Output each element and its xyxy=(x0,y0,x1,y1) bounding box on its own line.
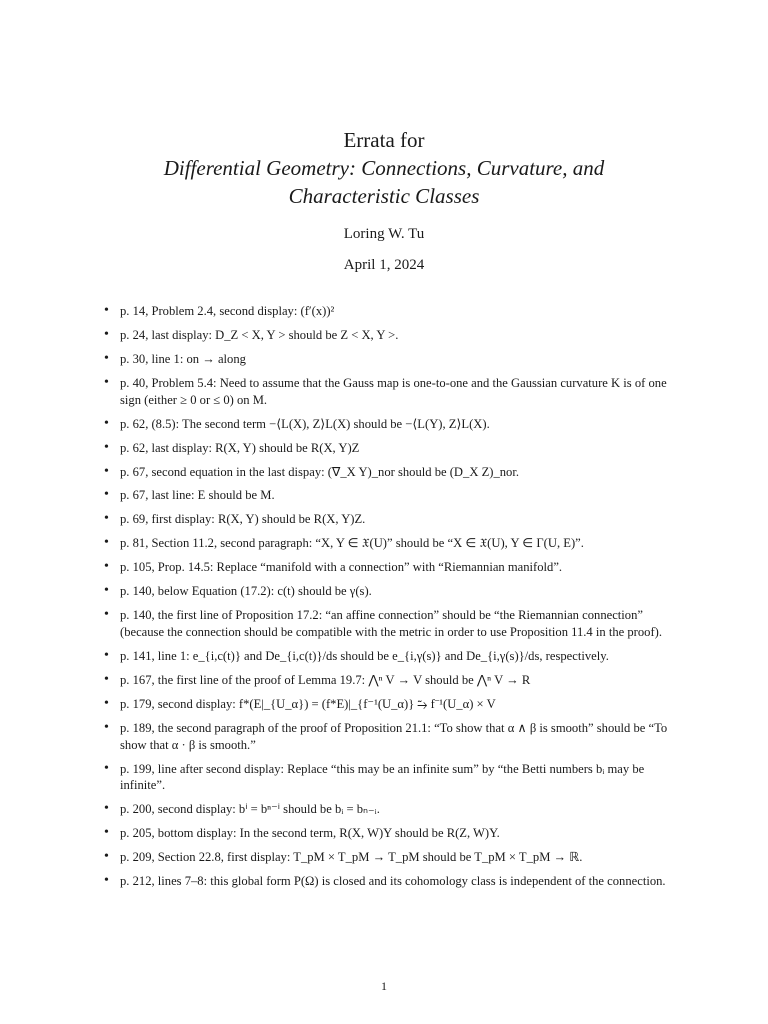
errata-item: • p. 69, first display: R(X, Y) should be R(X, Y)Z. xyxy=(104,511,680,528)
errata-item: • p. 14, Problem 2.4, second display: (f′(x))² xyxy=(104,303,680,320)
errata-list xyxy=(104,303,680,897)
errata-item: • p. 199, line after second display: Replace “this may be an infinite sum” by “the Betti numbers bᵢ may be infinite”. xyxy=(104,761,680,794)
errata-item: • p. 179, second display: f*(E|_{U_α}) = (f*E)|_{f⁻¹(U_α)} ⥲ f⁻¹(U_α) × V xyxy=(104,696,680,713)
page-number: 1 xyxy=(381,979,387,993)
errata-item: • p. 189, the second paragraph of the proof of Proposition 21.1: “To show that α ∧ β is smooth” should be “To show that α · β is smooth.” xyxy=(104,720,680,753)
book-title-line-2: Characteristic Classes xyxy=(288,184,480,208)
errata-item: • p. 105, Prop. 14.5: Replace “manifold with a connection” with “Riemannian manifold”. xyxy=(104,559,680,576)
errata-item: • p. 167, the first line of the proof of Lemma 19.7: ⋀ⁿ V → V should be ⋀ⁿ V → R xyxy=(104,672,680,689)
errata-item: • p. 205, bottom display: In the second term, R(X, W)Y should be R(Z, W)Y. xyxy=(104,825,680,842)
errata-item: • p. 62, (8.5): The second term −⟨L(X), Z⟩L(X) should be −⟨L(Y), Z⟩L(X). xyxy=(104,416,680,433)
author: Loring W. Tu xyxy=(343,226,425,242)
errata-item: • p. 209, Section 22.8, first display: T_pM × T_pM → T_pM should be T_pM × T_pM → ℝ. xyxy=(104,849,680,866)
errata-item: • p. 140, the first line of Proposition 17.2: “an affine connection” should be “the Riemannian connection” (because the connection should be compatible with the metric in order to use Proposition 11.4 in the proof). xyxy=(104,607,680,640)
errata-item: • p. 81, Section 11.2, second paragraph: “X, Y ∈ 𝔛(U)” should be “X ∈ 𝔛(U), Y ∈ Γ(U, E)”. xyxy=(104,535,680,552)
errata-item: • p. 67, second equation in the last dispay: (∇_X Y)_nor should be (D_X Z)_nor. xyxy=(104,464,680,481)
title-block xyxy=(0,126,768,210)
errata-item: • p. 200, second display: bⁱ = bⁿ⁻ⁱ should be bᵢ = bₙ₋ᵢ. xyxy=(104,801,680,818)
errata-item: • p. 141, line 1: e_{i,c(t)} and De_{i,c(t)}/ds should be e_{i,γ(s)} and De_{i,γ(s)}/ds, respectively. xyxy=(104,648,680,665)
errata-item: • p. 24, last display: D_Z < X, Y > should be Z < X, Y >. xyxy=(104,327,680,344)
errata-item: • p. 30, line 1: on → along xyxy=(104,351,680,368)
errata-item: • p. 212, lines 7–8: this global form P(Ω) is closed and its cohomology class is independent of the connection. xyxy=(104,873,680,890)
errata-item: • p. 140, below Equation (17.2): c(t) should be γ(s). xyxy=(104,583,680,600)
errata-item: • p. 62, last display: R(X, Y) should be R(X, Y)Z xyxy=(104,440,680,457)
date: April 1, 2024 xyxy=(343,257,425,273)
book-title-line-1: Differential Geometry: Connections, Curvature, and xyxy=(163,156,605,180)
errata-item: • p. 67, last line: E should be M. xyxy=(104,487,680,504)
title-line-1: Errata for xyxy=(343,128,425,152)
errata-item: • p. 40, Problem 5.4: Need to assume that the Gauss map is one-to-one and the Gaussian curvature K is of one sign (either ≥ 0 or ≤ 0) on M. xyxy=(104,375,680,408)
